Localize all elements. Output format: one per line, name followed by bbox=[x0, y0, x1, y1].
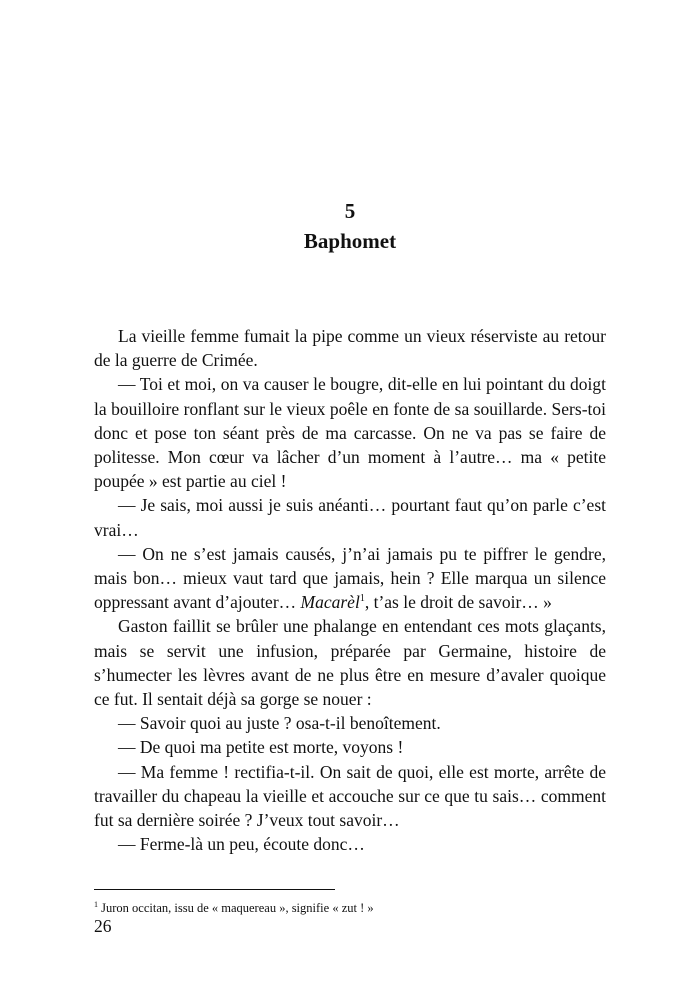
paragraph: — Je sais, moi aussi je suis anéanti… pourtant faut qu’on parle c’est vrai… bbox=[94, 495, 606, 540]
page-number: 26 bbox=[94, 916, 112, 936]
paragraph: — Ma femme ! rectifia-t-il. On sait de quoi, elle est morte, arrête de travailler du chapeau la vieille et accouche sur ce que tu sais… comment fut sa dernière soirée ? J’veux tout savoir… bbox=[94, 761, 606, 831]
chapter-number: 5 bbox=[344, 199, 356, 223]
body-text bbox=[94, 324, 606, 856]
paragraph-text: , t’as le droit de savoir… » bbox=[364, 592, 552, 613]
paragraph: — Toi et moi, on va causer le bougre, dit-elle en lui pointant du doigt la bouilloire ronflant sur le vieux poêle en fonte de sa souillarde. Sers-toi donc et pose ton séant près de ma carcasse. On ne va pas se faire de politesse. Mon cœur va lâcher d’un moment à l’autre… ma « petite poupée » est partie au ciel ! bbox=[94, 374, 606, 492]
footnote-marker: 1 bbox=[94, 899, 98, 909]
paragraph: — De quoi ma petite est morte, voyons ! bbox=[118, 737, 404, 758]
paragraph: La vieille femme fumait la pipe comme un vieux réserviste au retour de la guerre de Crimée. bbox=[94, 326, 606, 371]
footnote bbox=[94, 900, 614, 916]
chapter-title: Baphomet bbox=[303, 229, 397, 253]
paragraph: — Ferme-là un peu, écoute donc… bbox=[118, 834, 365, 855]
footnote-divider bbox=[94, 889, 335, 890]
paragraph-text: — On ne s’est jamais causés, j’n’ai jamais pu te piffrer le gendre, mais bon… mieux vaut tard que jamais, hein ? Elle marqua un silence oppressant avant d’ajouter… bbox=[94, 543, 606, 613]
paragraph: Gaston faillit se brûler une phalange en entendant ces mots glaçants, mais se servit une infusion, préparée par Germaine, histoire de s’humecter les lèvres avant de ne plus être en mesure d’avaler quoique ce fut. Il sentait déjà sa gorge se nouer : bbox=[94, 616, 606, 710]
italic-word: Macarèl bbox=[300, 592, 360, 613]
footnote-reference: 1 bbox=[359, 593, 365, 605]
paragraph bbox=[94, 542, 606, 615]
paragraph: — Savoir quoi au juste ? osa-t-il benoîtement. bbox=[118, 713, 441, 734]
footnote-text: Juron occitan, issu de « maquereau », signifie « zut ! » bbox=[98, 901, 374, 915]
